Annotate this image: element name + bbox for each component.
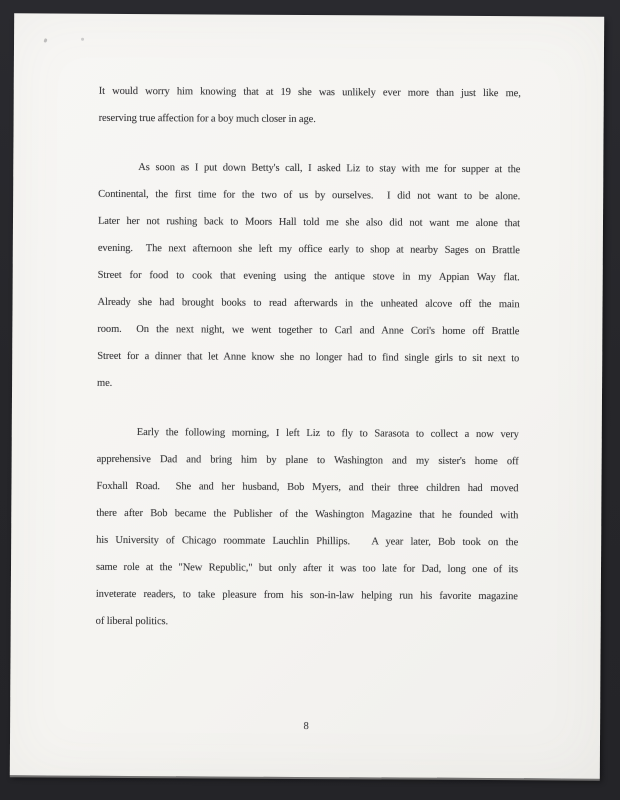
paragraph (99, 78, 521, 134)
text-line: room. On the next night, we went together to Carl and Anne Cori's home off Brattle (97, 323, 520, 338)
text-line: his University of Chicago roommate Lauchlin Phillips. A year later, Bob took on the (96, 534, 519, 549)
text-line: Later her not rushing back to Moors Hall told me she also did not want me alone that (97, 215, 521, 230)
text-line: inveterate readers, to take pleasure from his son-in-law helping run his favorite magazine (95, 588, 518, 603)
page-number: 8 (303, 720, 309, 733)
text-line: Foxhall Road. She and her husband, Bob Myers, and their three children had moved (96, 480, 519, 495)
text-line: evening. The next afternoon she left my office early to shop at nearby Sages on Brattle (97, 242, 520, 257)
text-line: same role at the "New Republic," but only after it was too late for Dad, long one of its (95, 561, 519, 576)
text-line: Early the following morning, I left Liz to fly to Sarasota to collect a now very (136, 427, 519, 441)
scan-speck (81, 38, 84, 41)
text-line: apprehensive Dad and bring him by plane to Washington and my sister's home off (96, 453, 519, 468)
document-page (10, 13, 604, 778)
text-line: It would worry him knowing that at 19 she was unlikely ever more than just like me, (98, 85, 521, 100)
scan-speck (43, 38, 47, 43)
paragraph (96, 419, 519, 637)
text-line: Already she had brought books to read afterwards in the unheated alcove off the main (97, 296, 520, 311)
text-line: Street for food to cook that evening using the antique stove in my Appian Way flat. (97, 269, 520, 284)
text-line: As soon as I put down Betty's call, I asked Liz to stay with me for supper at the (138, 162, 521, 176)
text-line: reserving true affection for a boy much closer in age. (98, 112, 316, 126)
text-line: Continental, the first time for the two of us by ourselves. I did not want to be alone. (98, 188, 521, 203)
text-line: Street for a dinner that let Anne know she no longer had to find single girls to sit next to (97, 350, 520, 365)
page-text (96, 78, 521, 637)
paragraph (97, 154, 520, 399)
text-line: of liberal politics. (95, 615, 169, 628)
text-line: me. (97, 377, 113, 389)
text-line: there after Bob became the Publisher of the Washington Magazine that he founded with (96, 507, 519, 522)
